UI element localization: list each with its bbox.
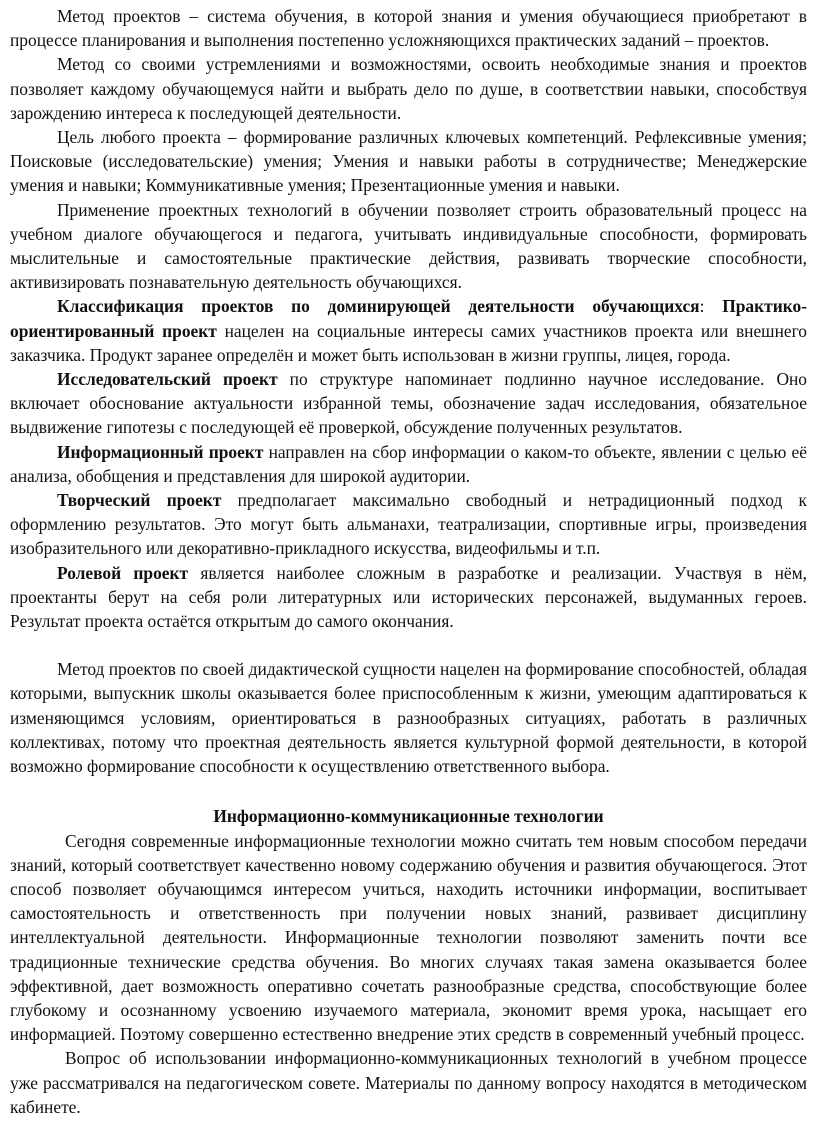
- creative-project-term: Творческий проект: [57, 490, 222, 511]
- paragraph-info-project: [10, 440, 807, 488]
- practical-project-description: нацелен на социальные интересы самих участников проекта или внешнего заказчика. Продукт заранее определён и может быть использован в жизни группы, лицея, города.: [10, 320, 807, 365]
- role-project-description: является наиболее сложным в разработке и реализации. Участвуя в нём, проектанты берут на себя роли литературных или исторических персонажей, выдуманных героев. Результат проекта остаётся открытым до самого окончания.: [10, 562, 807, 632]
- role-project-term: Ролевой проект: [57, 562, 189, 583]
- paragraph-ict-benefits: Сегодня современные информационные технологии можно считать тем новым способом передачи знаний, который соответствует качественно новому содержанию обучения и развития обучающегося. Этот способ позволяет обучающимся интересом учиться, находить источники информации, воспитывает самостоятельность и ответственность при получении новых знаний, развивает дисциплину интеллектуальной деятельности. Информационные технологии позволяют заменить почти все традиционные технические средства обучения. Во многих случаях такая замена оказывается более эффективной, дает возможность оперативно сочетать разнообразные средства, способствующие более глубокому и осознанному усвоению изучаемого материала, экономит время урока, насыщает его информацией. Поэтому совершенно естественно внедрение этих средств в современный учебный процесс.: [10, 830, 807, 1045]
- paragraph-competencies: Цель любого проекта – формирование различных ключевых компетенций. Рефлексивные умения; Поисковые (исследовательские) умения; Умения и навыки работы в сотрудничестве; Менеджерские умения и навыки; Коммуникативные умения; Презентационные умения и навыки.: [10, 127, 807, 196]
- paragraph-ict-council: Вопрос об использовании информационно-коммуникационных технологий в учебном процессе уже рассматривался на педагогическом совете. Материалы по данному вопросу находятся в методическом кабинете.: [10, 1048, 807, 1117]
- practical-project-term: Практико-ориентированный проект: [10, 296, 807, 341]
- paragraph-classification: [10, 294, 807, 367]
- paragraph-project-technologies: Применение проектных технологий в обучении позволяет строить образовательный процесс на учебном диалоге обучающегося и педагога, учитывать индивидуальные способности, формировать мыслительные и самостоятельные практические действия, развивать творческие способности, активизировать познавательную деятельность обучающихся.: [10, 199, 807, 293]
- paragraph-role-project: [10, 561, 807, 634]
- paragraph-project-method-goals: Метод со своими устремлениями и возможностями, освоить необходимые знания и проектов позволяет каждому обучающемуся найти и выбрать дело по душе, в соответствии навыки, способствуя зарождению интереса к последующей деятельности.: [10, 54, 807, 123]
- classification-colon: :: [699, 296, 705, 317]
- research-project-description: по структуре напоминает подлинно научное исследование. Оно включает обоснование актуальности избранной темы, обозначение задач исследования, обязательное выдвижение гипотезы с последующей её проверкой, обсуждение полученных результатов.: [10, 369, 807, 438]
- creative-project-description: предполагает максимально свободный и нетрадиционный подход к оформлению результатов. Это могут быть альманахи, театрализации, спортивные игры, произведения изобразительного или декоративно-прикладного искусства, видеофильмы и т.п.: [10, 490, 807, 559]
- research-project-term: Исследовательский проект: [57, 369, 278, 390]
- section-heading-ict: Информационно-коммуникационные технологии: [213, 806, 604, 827]
- paragraph-research-project: [10, 367, 807, 440]
- paragraph-project-method-definition: Метод проектов – система обучения, в которой знания и умения обучающиеся приобретают в процессе планирования и выполнения постепенно усложняющихся практических заданий – проектов.: [10, 6, 807, 51]
- info-project-description: направлен на сбор информации о каком-то объекте, явлении с целью её анализа, обобщения и представления для широкой аудитории.: [10, 441, 807, 486]
- paragraph-method-summary: Метод проектов по своей дидактической сущности нацелен на формирование способностей, обладая которыми, выпускник школы оказывается более приспособленным к жизни, умеющим адаптироваться к изменяющимся условиям, ориентироваться в разнообразных ситуациях, работать в различных коллективах, потому что проектная деятельность является культурной формой деятельности, в которой возможно формирование способности к осуществлению ответственного выбора.: [10, 659, 807, 777]
- info-project-term: Информационный проект: [57, 441, 264, 462]
- classification-title: Классификация проектов по доминирующей деятельности обучающихся: [57, 296, 700, 317]
- paragraph-creative-project: [10, 488, 807, 561]
